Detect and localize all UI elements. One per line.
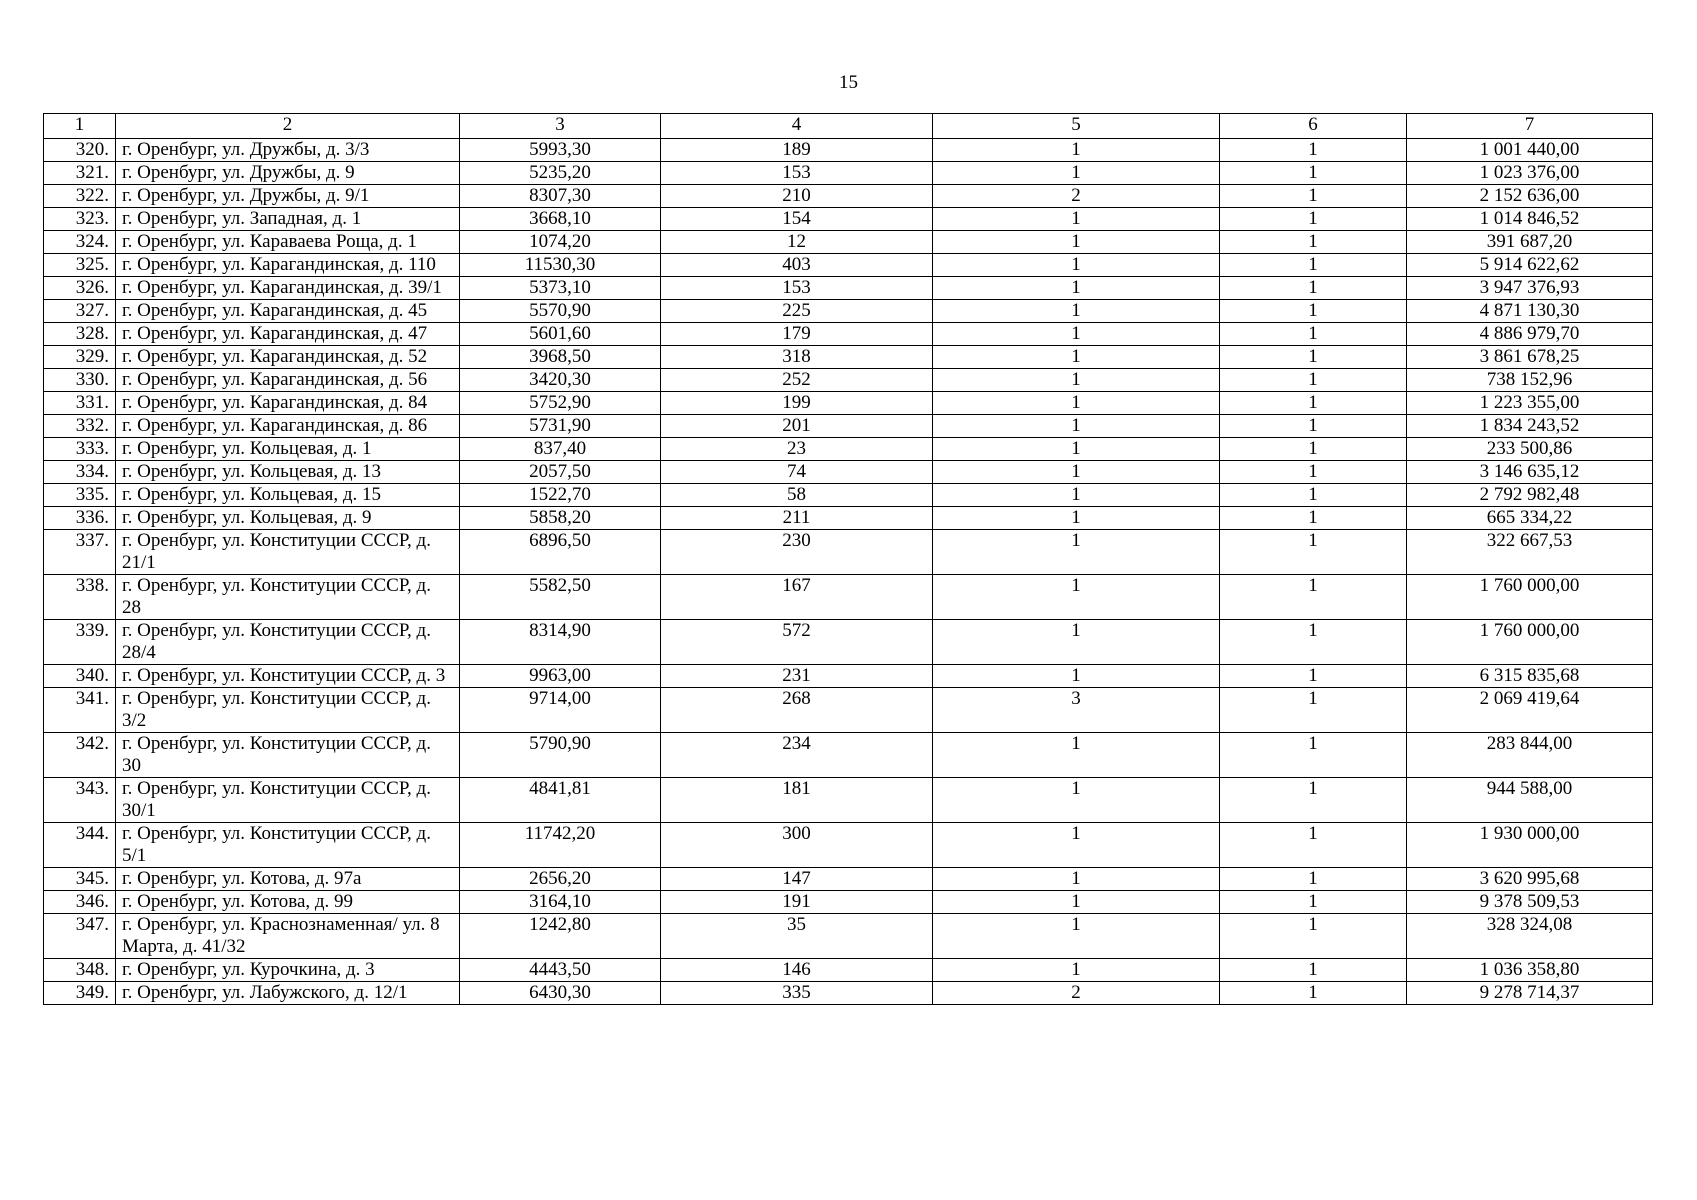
count-cell: 189 bbox=[661, 139, 933, 162]
area-cell: 11530,30 bbox=[460, 254, 661, 277]
area-cell: 2656,20 bbox=[460, 868, 661, 891]
address-cell: г. Оренбург, ул. Конституции СССР, д. 28 bbox=[116, 575, 460, 620]
col6-cell: 1 bbox=[1220, 346, 1407, 369]
col5-cell: 1 bbox=[933, 620, 1220, 665]
col6-cell: 1 bbox=[1220, 959, 1407, 982]
count-cell: 230 bbox=[661, 530, 933, 575]
address-cell: г. Оренбург, ул. Дружбы, д. 3/3 bbox=[116, 139, 460, 162]
address-cell: г. Оренбург, ул. Курочкина, д. 3 bbox=[116, 959, 460, 982]
col5-cell: 1 bbox=[933, 530, 1220, 575]
address-cell: г. Оренбург, ул. Конституции СССР, д. 28/4 bbox=[116, 620, 460, 665]
col6-cell: 1 bbox=[1220, 575, 1407, 620]
col5-cell: 1 bbox=[933, 231, 1220, 254]
table-row bbox=[44, 891, 1653, 914]
col6-cell: 1 bbox=[1220, 530, 1407, 575]
area-cell: 5235,20 bbox=[460, 162, 661, 185]
table-row bbox=[44, 665, 1653, 688]
col5-cell: 3 bbox=[933, 688, 1220, 733]
count-cell: 201 bbox=[661, 415, 933, 438]
amount-cell: 1 223 355,00 bbox=[1407, 392, 1653, 415]
amount-cell: 665 334,22 bbox=[1407, 507, 1653, 530]
table-row bbox=[44, 778, 1653, 823]
area-cell: 8307,30 bbox=[460, 185, 661, 208]
column-header-3: 3 bbox=[460, 114, 661, 139]
row-number-cell: 330. bbox=[44, 369, 116, 392]
table-row bbox=[44, 277, 1653, 300]
row-number-cell: 331. bbox=[44, 392, 116, 415]
col6-cell: 1 bbox=[1220, 914, 1407, 959]
count-cell: 153 bbox=[661, 277, 933, 300]
table-body bbox=[44, 139, 1653, 1005]
col5-cell: 1 bbox=[933, 438, 1220, 461]
col5-cell: 1 bbox=[933, 914, 1220, 959]
area-cell: 5858,20 bbox=[460, 507, 661, 530]
col5-cell: 1 bbox=[933, 162, 1220, 185]
table-row bbox=[44, 254, 1653, 277]
address-cell: г. Оренбург, ул. Карагандинская, д. 52 bbox=[116, 346, 460, 369]
address-cell: г. Оренбург, ул. Карагандинская, д. 86 bbox=[116, 415, 460, 438]
col6-cell: 1 bbox=[1220, 139, 1407, 162]
address-cell: г. Оренбург, ул. Карагандинская, д. 110 bbox=[116, 254, 460, 277]
col5-cell: 1 bbox=[933, 254, 1220, 277]
col5-cell: 1 bbox=[933, 415, 1220, 438]
address-cell: г. Оренбург, ул. Кольцевая, д. 1 bbox=[116, 438, 460, 461]
table-row bbox=[44, 868, 1653, 891]
amount-cell: 1 001 440,00 bbox=[1407, 139, 1653, 162]
amount-cell: 3 947 376,93 bbox=[1407, 277, 1653, 300]
table-row bbox=[44, 185, 1653, 208]
col5-cell: 1 bbox=[933, 484, 1220, 507]
area-cell: 5731,90 bbox=[460, 415, 661, 438]
table-row bbox=[44, 300, 1653, 323]
row-number-cell: 336. bbox=[44, 507, 116, 530]
area-cell: 3420,30 bbox=[460, 369, 661, 392]
area-cell: 9714,00 bbox=[460, 688, 661, 733]
area-cell: 3668,10 bbox=[460, 208, 661, 231]
col6-cell: 1 bbox=[1220, 484, 1407, 507]
col6-cell: 1 bbox=[1220, 688, 1407, 733]
address-cell: г. Оренбург, ул. Конституции СССР, д. 3/2 bbox=[116, 688, 460, 733]
count-cell: 12 bbox=[661, 231, 933, 254]
amount-cell: 328 324,08 bbox=[1407, 914, 1653, 959]
col5-cell: 1 bbox=[933, 346, 1220, 369]
col6-cell: 1 bbox=[1220, 231, 1407, 254]
count-cell: 153 bbox=[661, 162, 933, 185]
address-cell: г. Оренбург, ул. Карагандинская, д. 56 bbox=[116, 369, 460, 392]
count-cell: 181 bbox=[661, 778, 933, 823]
address-cell: г. Оренбург, ул. Карагандинская, д. 47 bbox=[116, 323, 460, 346]
count-cell: 234 bbox=[661, 733, 933, 778]
row-number-cell: 327. bbox=[44, 300, 116, 323]
col5-cell: 1 bbox=[933, 575, 1220, 620]
count-cell: 252 bbox=[661, 369, 933, 392]
row-number-cell: 346. bbox=[44, 891, 116, 914]
row-number-cell: 333. bbox=[44, 438, 116, 461]
amount-cell: 2 152 636,00 bbox=[1407, 185, 1653, 208]
page-number: 15 bbox=[839, 72, 858, 93]
table-row bbox=[44, 392, 1653, 415]
col6-cell: 1 bbox=[1220, 369, 1407, 392]
table-row bbox=[44, 823, 1653, 868]
amount-cell: 6 315 835,68 bbox=[1407, 665, 1653, 688]
row-number-cell: 337. bbox=[44, 530, 116, 575]
column-header-7: 7 bbox=[1407, 114, 1653, 139]
address-cell: г. Оренбург, ул. Караваева Роща, д. 1 bbox=[116, 231, 460, 254]
col5-cell: 1 bbox=[933, 277, 1220, 300]
address-cell: г. Оренбург, ул. Западная, д. 1 bbox=[116, 208, 460, 231]
col5-cell: 2 bbox=[933, 185, 1220, 208]
col6-cell: 1 bbox=[1220, 823, 1407, 868]
col5-cell: 1 bbox=[933, 208, 1220, 231]
amount-cell: 4 886 979,70 bbox=[1407, 323, 1653, 346]
table-row bbox=[44, 733, 1653, 778]
area-cell: 1074,20 bbox=[460, 231, 661, 254]
area-cell: 5373,10 bbox=[460, 277, 661, 300]
table-row bbox=[44, 438, 1653, 461]
column-header-5: 5 bbox=[933, 114, 1220, 139]
area-cell: 3968,50 bbox=[460, 346, 661, 369]
table-row bbox=[44, 323, 1653, 346]
col5-cell: 1 bbox=[933, 461, 1220, 484]
address-cell: г. Оренбург, ул. Котова, д. 99 bbox=[116, 891, 460, 914]
area-cell: 5752,90 bbox=[460, 392, 661, 415]
row-number-cell: 320. bbox=[44, 139, 116, 162]
col5-cell: 1 bbox=[933, 868, 1220, 891]
amount-cell: 1 036 358,80 bbox=[1407, 959, 1653, 982]
row-number-cell: 334. bbox=[44, 461, 116, 484]
table-row bbox=[44, 208, 1653, 231]
amount-cell: 3 620 995,68 bbox=[1407, 868, 1653, 891]
area-cell: 1522,70 bbox=[460, 484, 661, 507]
address-cell: г. Оренбург, ул. Котова, д. 97а bbox=[116, 868, 460, 891]
row-number-cell: 325. bbox=[44, 254, 116, 277]
area-cell: 1242,80 bbox=[460, 914, 661, 959]
col6-cell: 1 bbox=[1220, 415, 1407, 438]
col6-cell: 1 bbox=[1220, 277, 1407, 300]
row-number-cell: 339. bbox=[44, 620, 116, 665]
amount-cell: 2 792 982,48 bbox=[1407, 484, 1653, 507]
col6-cell: 1 bbox=[1220, 323, 1407, 346]
address-cell: г. Оренбург, ул. Карагандинская, д. 84 bbox=[116, 392, 460, 415]
col5-cell: 1 bbox=[933, 778, 1220, 823]
row-number-cell: 329. bbox=[44, 346, 116, 369]
count-cell: 225 bbox=[661, 300, 933, 323]
col6-cell: 1 bbox=[1220, 254, 1407, 277]
col5-cell: 1 bbox=[933, 323, 1220, 346]
count-cell: 35 bbox=[661, 914, 933, 959]
row-number-cell: 347. bbox=[44, 914, 116, 959]
row-number-cell: 340. bbox=[44, 665, 116, 688]
area-cell: 5790,90 bbox=[460, 733, 661, 778]
col5-cell: 1 bbox=[933, 823, 1220, 868]
col6-cell: 1 bbox=[1220, 162, 1407, 185]
address-cell: г. Оренбург, ул. Конституции СССР, д. 5/1 bbox=[116, 823, 460, 868]
col5-cell: 1 bbox=[933, 665, 1220, 688]
table-row bbox=[44, 415, 1653, 438]
col5-cell: 1 bbox=[933, 733, 1220, 778]
area-cell: 3164,10 bbox=[460, 891, 661, 914]
area-cell: 6896,50 bbox=[460, 530, 661, 575]
count-cell: 23 bbox=[661, 438, 933, 461]
amount-cell: 2 069 419,64 bbox=[1407, 688, 1653, 733]
area-cell: 8314,90 bbox=[460, 620, 661, 665]
area-cell: 4443,50 bbox=[460, 959, 661, 982]
row-number-cell: 341. bbox=[44, 688, 116, 733]
col6-cell: 1 bbox=[1220, 208, 1407, 231]
area-cell: 4841,81 bbox=[460, 778, 661, 823]
amount-cell: 738 152,96 bbox=[1407, 369, 1653, 392]
col5-cell: 1 bbox=[933, 392, 1220, 415]
address-cell: г. Оренбург, ул. Кольцевая, д. 9 bbox=[116, 507, 460, 530]
column-header-4: 4 bbox=[661, 114, 933, 139]
amount-cell: 944 588,00 bbox=[1407, 778, 1653, 823]
address-cell: г. Оренбург, ул. Дружбы, д. 9 bbox=[116, 162, 460, 185]
count-cell: 335 bbox=[661, 982, 933, 1005]
row-number-cell: 348. bbox=[44, 959, 116, 982]
amount-cell: 391 687,20 bbox=[1407, 231, 1653, 254]
col6-cell: 1 bbox=[1220, 868, 1407, 891]
amount-cell: 322 667,53 bbox=[1407, 530, 1653, 575]
area-cell: 5582,50 bbox=[460, 575, 661, 620]
col5-cell: 1 bbox=[933, 507, 1220, 530]
area-cell: 5570,90 bbox=[460, 300, 661, 323]
amount-cell: 1 023 376,00 bbox=[1407, 162, 1653, 185]
amount-cell: 4 871 130,30 bbox=[1407, 300, 1653, 323]
row-number-cell: 345. bbox=[44, 868, 116, 891]
count-cell: 58 bbox=[661, 484, 933, 507]
col6-cell: 1 bbox=[1220, 185, 1407, 208]
count-cell: 300 bbox=[661, 823, 933, 868]
table-header bbox=[44, 114, 1653, 139]
amount-cell: 1 760 000,00 bbox=[1407, 620, 1653, 665]
col5-cell: 1 bbox=[933, 300, 1220, 323]
count-cell: 167 bbox=[661, 575, 933, 620]
address-cell: г. Оренбург, ул. Кольцевая, д. 13 bbox=[116, 461, 460, 484]
address-cell: г. Оренбург, ул. Конституции СССР, д. 30/1 bbox=[116, 778, 460, 823]
area-cell: 9963,00 bbox=[460, 665, 661, 688]
table-row bbox=[44, 575, 1653, 620]
col6-cell: 1 bbox=[1220, 778, 1407, 823]
col6-cell: 1 bbox=[1220, 300, 1407, 323]
amount-cell: 283 844,00 bbox=[1407, 733, 1653, 778]
row-number-cell: 343. bbox=[44, 778, 116, 823]
amount-cell: 3 861 678,25 bbox=[1407, 346, 1653, 369]
table-row bbox=[44, 914, 1653, 959]
table-row bbox=[44, 507, 1653, 530]
address-cell: г. Оренбург, ул. Конституции СССР, д. 3 bbox=[116, 665, 460, 688]
header-row bbox=[44, 114, 1653, 139]
col6-cell: 1 bbox=[1220, 891, 1407, 914]
amount-cell: 1 930 000,00 bbox=[1407, 823, 1653, 868]
amount-cell: 9 378 509,53 bbox=[1407, 891, 1653, 914]
col6-cell: 1 bbox=[1220, 438, 1407, 461]
row-number-cell: 349. bbox=[44, 982, 116, 1005]
col5-cell: 1 bbox=[933, 959, 1220, 982]
col6-cell: 1 bbox=[1220, 392, 1407, 415]
area-cell: 837,40 bbox=[460, 438, 661, 461]
amount-cell: 1 760 000,00 bbox=[1407, 575, 1653, 620]
table-row bbox=[44, 959, 1653, 982]
address-cell: г. Оренбург, ул. Краснознаменная/ ул. 8 Марта, д. 41/32 bbox=[116, 914, 460, 959]
row-number-cell: 338. bbox=[44, 575, 116, 620]
col6-cell: 1 bbox=[1220, 620, 1407, 665]
count-cell: 74 bbox=[661, 461, 933, 484]
count-cell: 146 bbox=[661, 959, 933, 982]
count-cell: 572 bbox=[661, 620, 933, 665]
row-number-cell: 344. bbox=[44, 823, 116, 868]
count-cell: 147 bbox=[661, 868, 933, 891]
col5-cell: 1 bbox=[933, 369, 1220, 392]
table-row bbox=[44, 982, 1653, 1005]
address-cell: г. Оренбург, ул. Кольцевая, д. 15 bbox=[116, 484, 460, 507]
count-cell: 154 bbox=[661, 208, 933, 231]
col6-cell: 1 bbox=[1220, 733, 1407, 778]
row-number-cell: 321. bbox=[44, 162, 116, 185]
amount-cell: 9 278 714,37 bbox=[1407, 982, 1653, 1005]
amount-cell: 1 014 846,52 bbox=[1407, 208, 1653, 231]
amount-cell: 5 914 622,62 bbox=[1407, 254, 1653, 277]
address-cell: г. Оренбург, ул. Дружбы, д. 9/1 bbox=[116, 185, 460, 208]
address-cell: г. Оренбург, ул. Карагандинская, д. 39/1 bbox=[116, 277, 460, 300]
amount-cell: 233 500,86 bbox=[1407, 438, 1653, 461]
row-number-cell: 323. bbox=[44, 208, 116, 231]
count-cell: 211 bbox=[661, 507, 933, 530]
table-row bbox=[44, 461, 1653, 484]
table-row bbox=[44, 162, 1653, 185]
col5-cell: 2 bbox=[933, 982, 1220, 1005]
col5-cell: 1 bbox=[933, 891, 1220, 914]
registry-table bbox=[43, 113, 1653, 1005]
table-row bbox=[44, 346, 1653, 369]
col6-cell: 1 bbox=[1220, 665, 1407, 688]
area-cell: 11742,20 bbox=[460, 823, 661, 868]
area-cell: 5601,60 bbox=[460, 323, 661, 346]
col6-cell: 1 bbox=[1220, 461, 1407, 484]
table-row bbox=[44, 688, 1653, 733]
count-cell: 268 bbox=[661, 688, 933, 733]
address-cell: г. Оренбург, ул. Карагандинская, д. 45 bbox=[116, 300, 460, 323]
table-row bbox=[44, 369, 1653, 392]
col6-cell: 1 bbox=[1220, 982, 1407, 1005]
table-row bbox=[44, 231, 1653, 254]
row-number-cell: 332. bbox=[44, 415, 116, 438]
count-cell: 210 bbox=[661, 185, 933, 208]
table-row bbox=[44, 530, 1653, 575]
col6-cell: 1 bbox=[1220, 507, 1407, 530]
col5-cell: 1 bbox=[933, 139, 1220, 162]
table-row bbox=[44, 620, 1653, 665]
count-cell: 199 bbox=[661, 392, 933, 415]
area-cell: 2057,50 bbox=[460, 461, 661, 484]
row-number-cell: 342. bbox=[44, 733, 116, 778]
address-cell: г. Оренбург, ул. Конституции СССР, д. 30 bbox=[116, 733, 460, 778]
count-cell: 231 bbox=[661, 665, 933, 688]
address-cell: г. Оренбург, ул. Конституции СССР, д. 21/1 bbox=[116, 530, 460, 575]
area-cell: 6430,30 bbox=[460, 982, 661, 1005]
count-cell: 179 bbox=[661, 323, 933, 346]
address-cell: г. Оренбург, ул. Лабужского, д. 12/1 bbox=[116, 982, 460, 1005]
row-number-cell: 322. bbox=[44, 185, 116, 208]
count-cell: 191 bbox=[661, 891, 933, 914]
row-number-cell: 328. bbox=[44, 323, 116, 346]
area-cell: 5993,30 bbox=[460, 139, 661, 162]
count-cell: 403 bbox=[661, 254, 933, 277]
row-number-cell: 324. bbox=[44, 231, 116, 254]
column-header-2: 2 bbox=[116, 114, 460, 139]
count-cell: 318 bbox=[661, 346, 933, 369]
table-row bbox=[44, 484, 1653, 507]
amount-cell: 3 146 635,12 bbox=[1407, 461, 1653, 484]
row-number-cell: 326. bbox=[44, 277, 116, 300]
column-header-1: 1 bbox=[44, 114, 116, 139]
table-row bbox=[44, 139, 1653, 162]
row-number-cell: 335. bbox=[44, 484, 116, 507]
amount-cell: 1 834 243,52 bbox=[1407, 415, 1653, 438]
column-header-6: 6 bbox=[1220, 114, 1407, 139]
